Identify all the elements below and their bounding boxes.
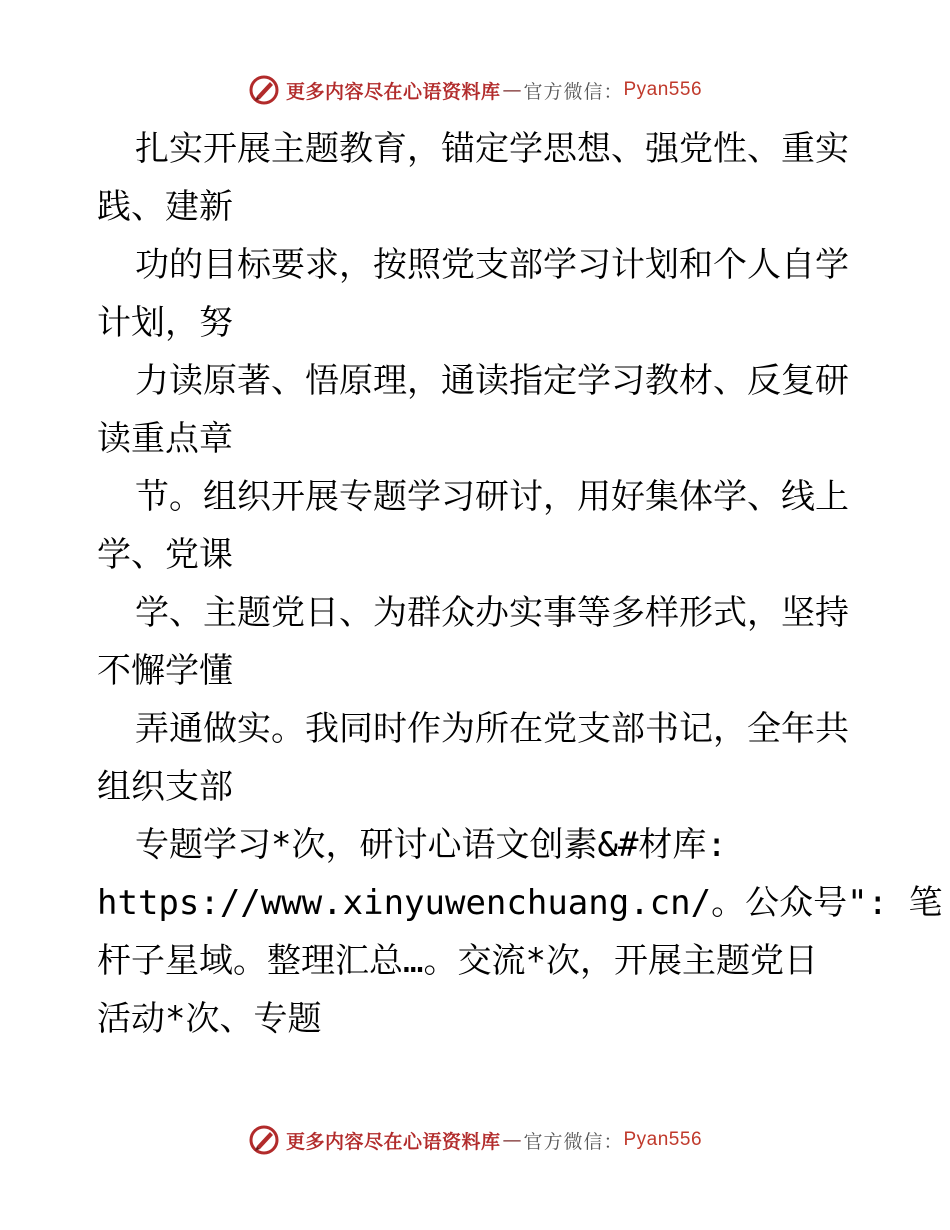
header-site-text: 更多内容尽在心语资料库 xyxy=(285,80,501,103)
text-line: https://www.xinyuwenchuang.cn/。公众号": 笔 xyxy=(97,883,943,923)
text-line: 力读原著、悟原理，通读指定学习教材、反复研 xyxy=(135,361,849,401)
header-wechat-id: Pyan556 xyxy=(623,79,703,100)
text-line: 活动*次、专题 xyxy=(97,999,322,1039)
text-line: 学、主题党日、为群众办实事等多样形式，坚持 xyxy=(135,593,849,633)
text-line: 扎实开展主题教育，锚定学思想、强党性、重实 xyxy=(135,129,849,169)
footer-wechat-label: 官方微信： xyxy=(523,1130,624,1153)
document-body xyxy=(97,120,943,1048)
footer-watermark xyxy=(0,1120,950,1160)
text-line: 不懈学懂 xyxy=(97,651,233,691)
text-line: 计划，努 xyxy=(97,303,233,343)
text-line: 读重点章 xyxy=(97,419,233,459)
pen-logo-icon xyxy=(248,74,280,106)
text-line: 弄通做实。我同时作为所在党支部书记，全年共 xyxy=(135,709,849,749)
text-line: 学、党课 xyxy=(97,535,233,575)
text-line: 功的目标要求，按照党支部学习计划和个人自学 xyxy=(135,245,849,285)
header-wechat-label: 官方微信： xyxy=(523,80,624,103)
text-line: 专题学习*次，研讨心语文创素&#材库: xyxy=(135,825,727,865)
footer-wechat-id: Pyan556 xyxy=(623,1129,703,1150)
text-line: 杆子星域。整理汇总…。交流*次，开展主题党日 xyxy=(97,941,818,981)
header-dash: — xyxy=(502,79,522,101)
text-line: 节。组织开展专题学习研讨，用好集体学、线上 xyxy=(135,477,849,517)
footer-site-text: 更多内容尽在心语资料库 xyxy=(285,1130,501,1153)
header-watermark xyxy=(0,70,950,110)
text-line: 践、建新 xyxy=(97,187,233,227)
pen-logo-icon xyxy=(248,1124,280,1156)
text-line: 组织支部 xyxy=(97,767,233,807)
footer-dash: — xyxy=(502,1129,522,1151)
